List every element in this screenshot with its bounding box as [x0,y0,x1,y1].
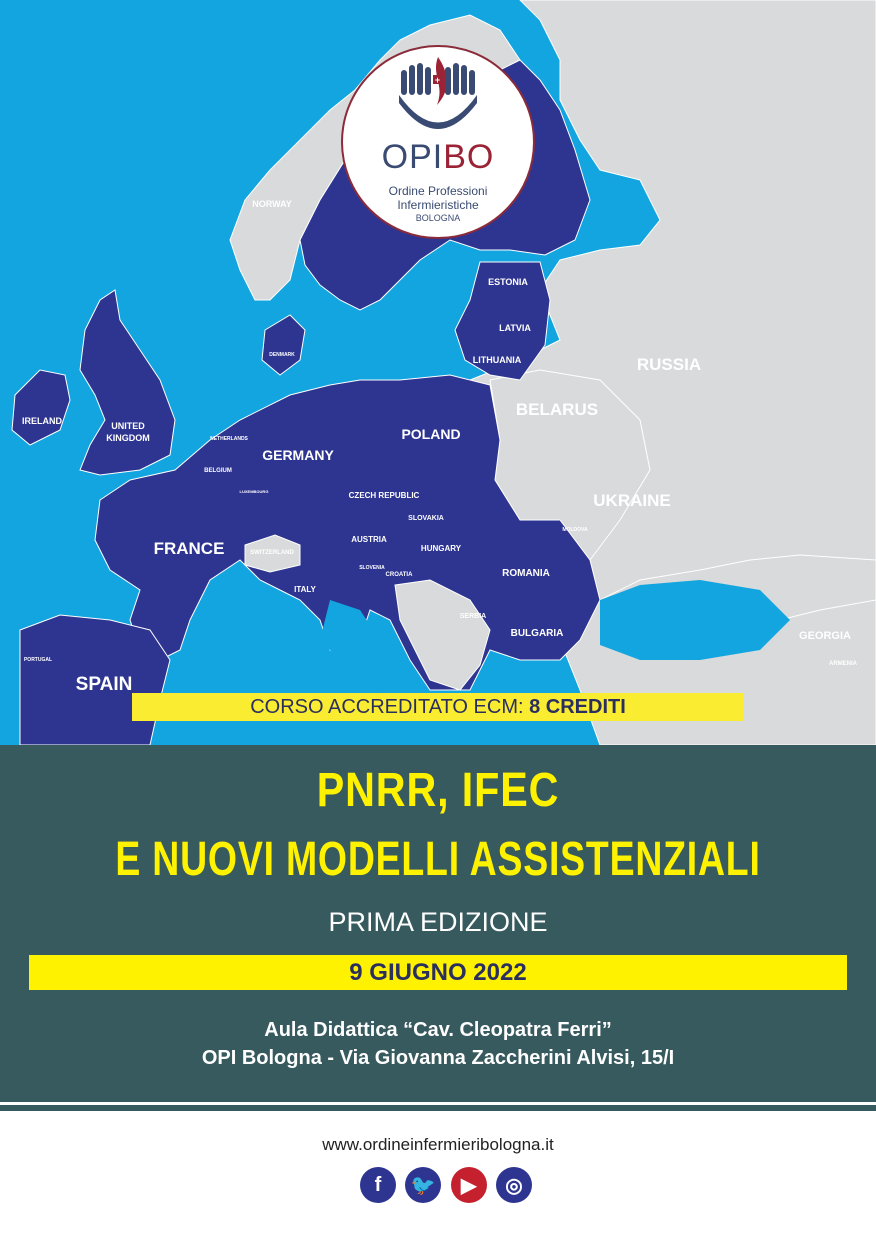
social-icons [360,1167,532,1203]
facebook-icon[interactable]: f [360,1167,396,1203]
label-spain: SPAIN [75,674,133,695]
edition-label: PRIMA EDIZIONE [328,907,548,937]
label-kingdom: KINGDOM [106,433,150,443]
title-line2: E NUOVI MODELLI ASSISTENZIALI [115,833,761,886]
label-switzerland: SWITZERLAND [250,550,294,556]
venue-line2: OPI Bologna - Via Giovanna Zaccherini Alvisi, 15/I [201,1047,675,1069]
label-latvia: LATVIA [499,323,531,333]
label-denmark: DENMARK [269,352,295,358]
label-poland: POLAND [401,426,461,442]
ecm-banner [132,693,744,721]
logo-opi: OPI [381,138,444,176]
youtube-icon[interactable]: ▶ [451,1167,487,1203]
label-estonia: ESTONIA [488,277,528,287]
svg-text:+: + [434,75,441,85]
label-romania: ROMANIA [502,568,550,579]
label-united: UNITED [111,421,145,431]
label-slovenia: SLOVENIA [359,565,385,571]
website-link[interactable]: www.ordineinfermieribologna.it [322,1135,554,1154]
logo-bo: BO [443,138,495,176]
label-moldova: MOLDOVA [562,527,588,533]
label-lithuania: LITHUANIA [472,355,522,365]
label-germany: GERMANY [262,447,334,463]
label-slovakia: SLOVAKIA [408,515,444,522]
label-norway: NORWAY [252,199,292,209]
label-hungary: HUNGARY [420,544,462,553]
black-sea [600,580,790,660]
label-luxembourg: LUXEMBOURG [239,489,269,494]
logo-wordmark [343,139,533,175]
label-russia: RUSSIA [636,355,702,374]
title-line1: PNRR, IFEC [316,764,560,817]
logo-line3: BOLOGNA [415,213,461,223]
instagram-icon[interactable]: ◎ [496,1167,532,1203]
label-netherlands: NETHERLANDS [210,436,248,442]
opibo-logo [341,45,535,239]
label-georgia: GEORGIA [799,630,851,642]
twitter-icon[interactable]: 🐦 [405,1167,441,1203]
label-croatia: CROATIA [385,572,413,578]
label-ireland: IRELAND [22,416,62,426]
label-austria: AUSTRIA [351,535,387,544]
label-bulgaria: BULGARIA [510,628,564,639]
logo-line2: Infermieristiche [397,198,479,212]
logo-line1: Ordine Professioni [388,184,488,198]
venue-line1: Aula Didattica “Cav. Cleopatra Ferri” [264,1019,612,1041]
label-armenia: ARMENIA [829,661,857,667]
label-portugal: PORTUGAL [23,657,53,663]
ecm-prefix: CORSO ACCREDITATO ECM: [250,696,530,718]
label-italy: ITALY [294,585,316,594]
label-belgium: BELGIUM [204,468,232,474]
event-date: 9 GIUGNO 2022 [29,955,847,990]
label-czech: CZECH REPUBLIC [348,491,420,500]
label-ukraine: UKRAINE [593,491,671,510]
label-belarus: BELARUS [515,400,599,419]
label-france: FRANCE [153,539,225,558]
label-serbia: SERBIA [459,613,487,620]
divider-band [0,1105,876,1111]
ecm-credits: 8 CREDITI [529,696,626,718]
